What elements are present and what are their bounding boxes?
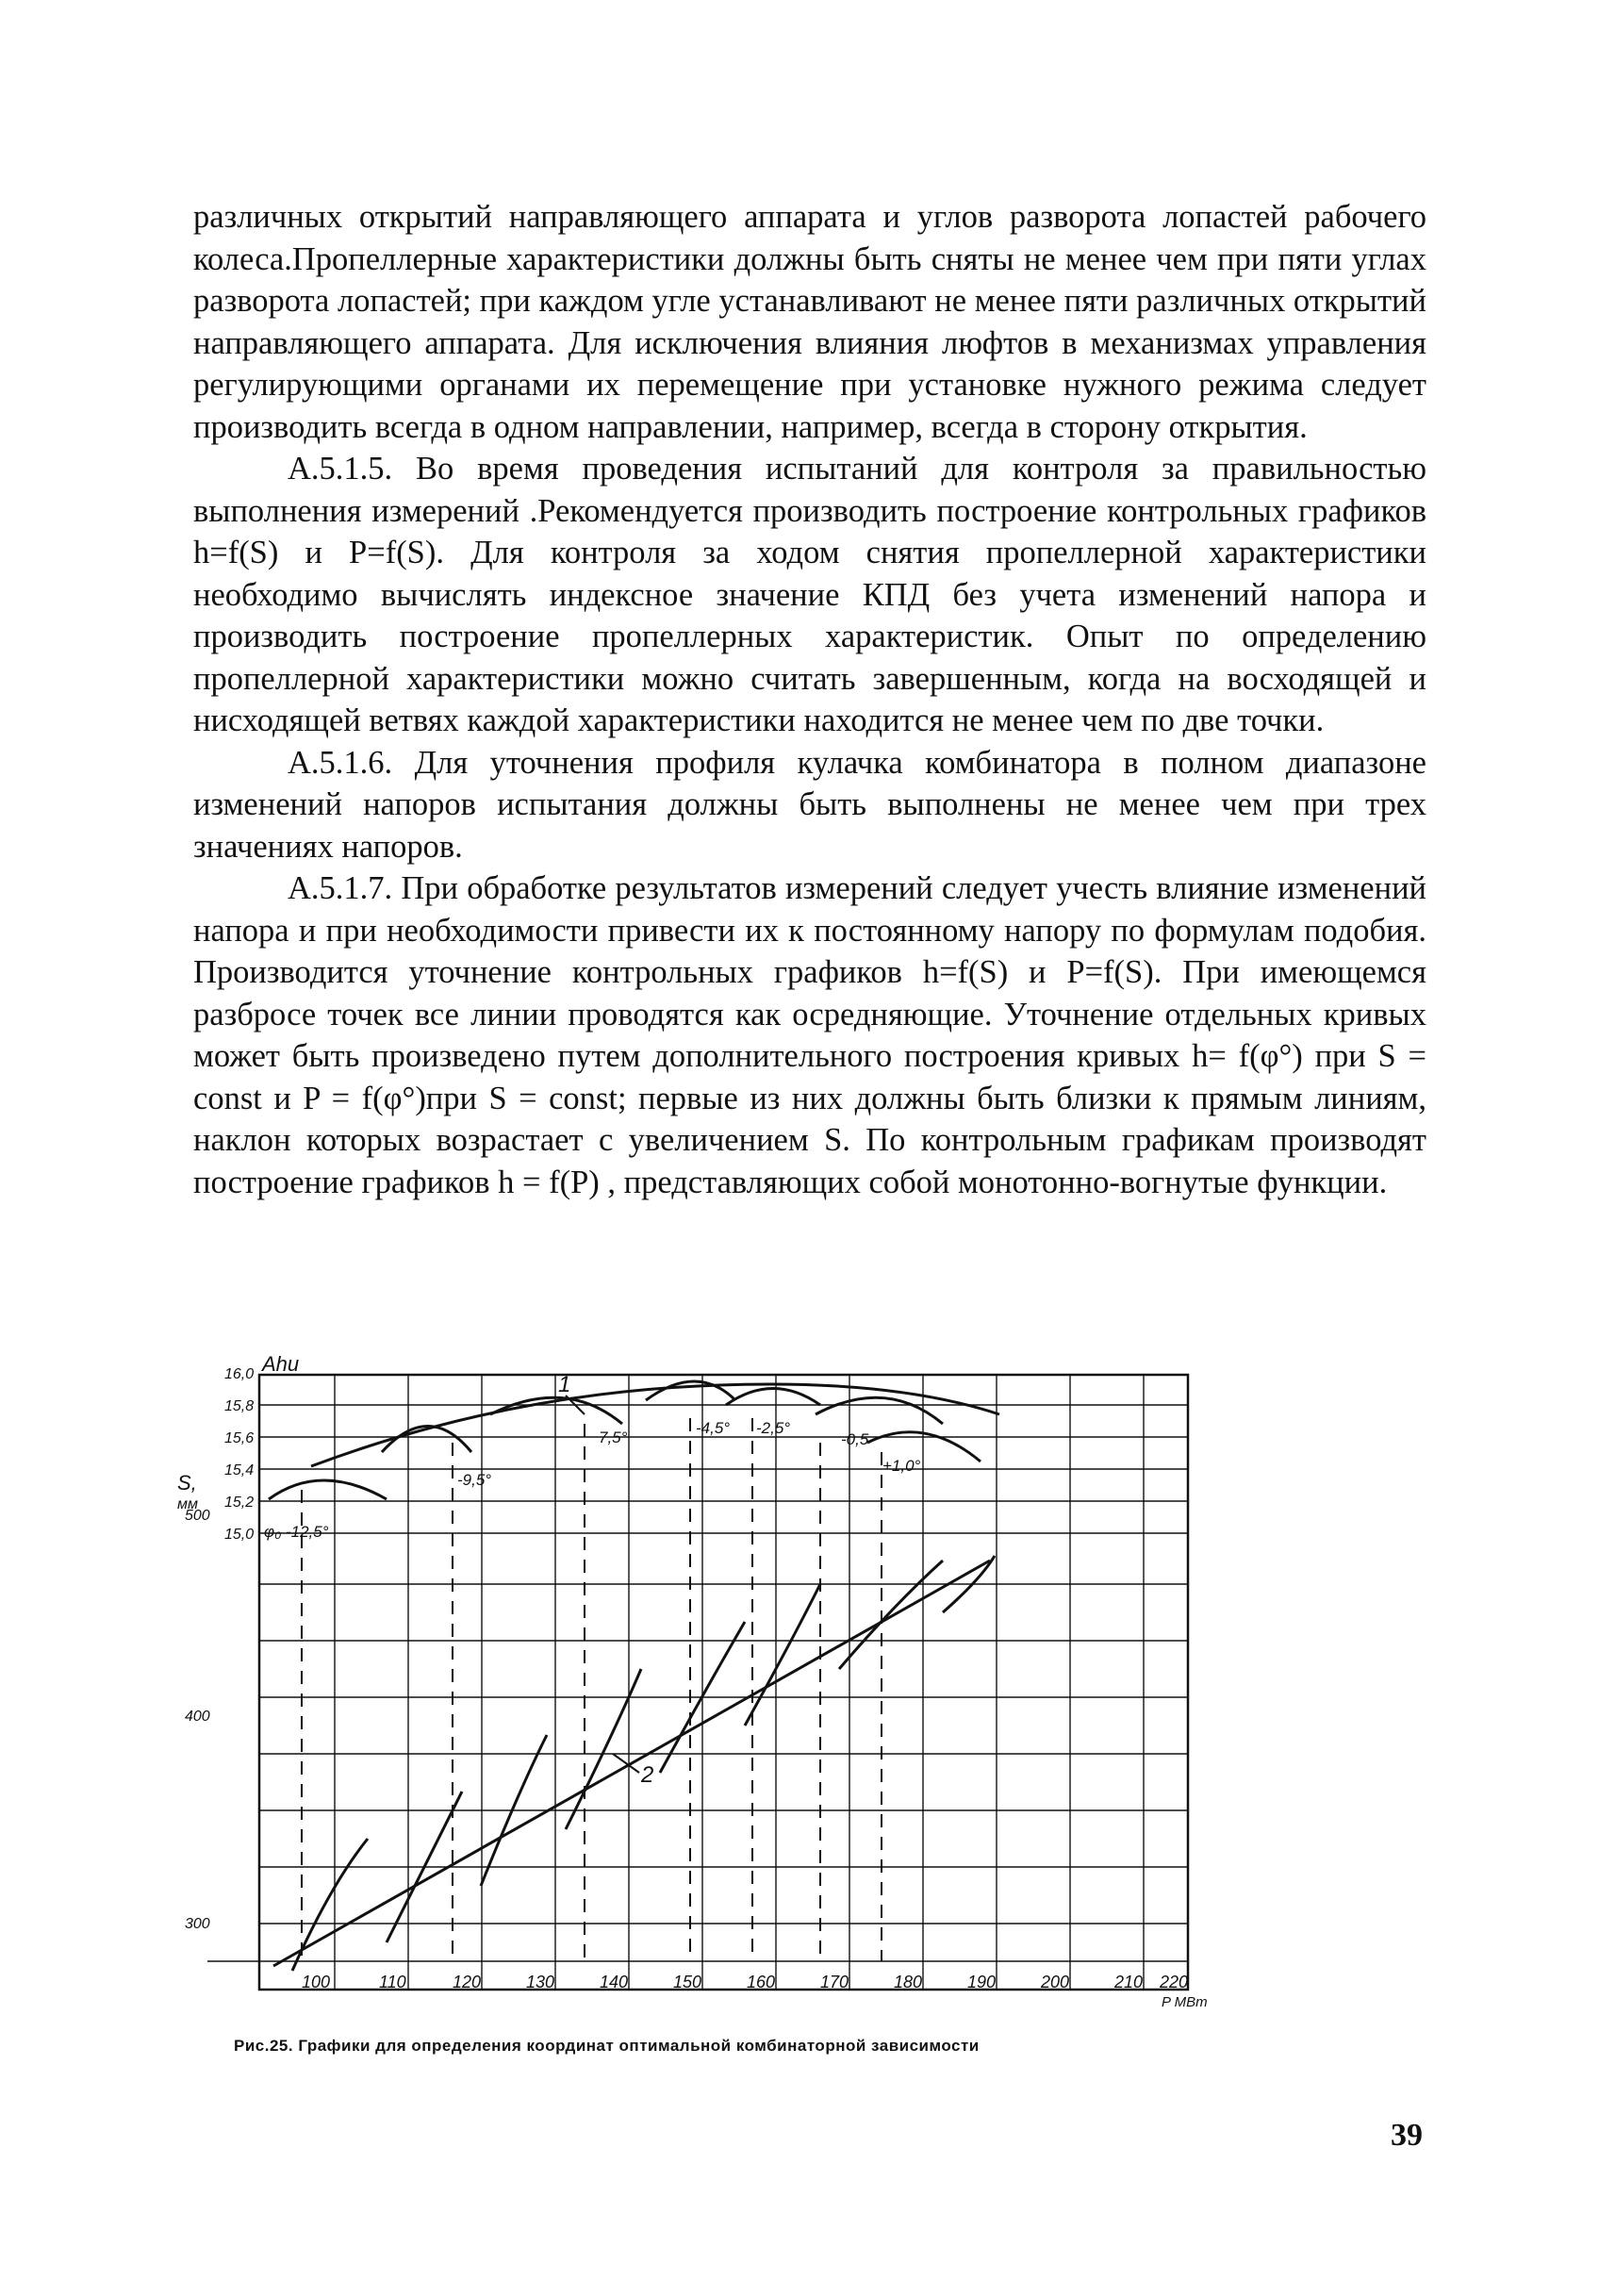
grid <box>207 1375 1188 1990</box>
x-tick: 160 <box>747 1973 776 1991</box>
angle-label: -2,5° <box>756 1419 791 1437</box>
x-tick: 200 <box>1041 1973 1070 1991</box>
s-axis-unit: мм <box>177 1496 198 1512</box>
angle-label: -0,5 <box>841 1430 869 1448</box>
curve-label-2: 2 <box>641 1762 654 1788</box>
propeller-arc <box>745 1584 820 1726</box>
propeller-arc <box>816 1397 943 1424</box>
h-tick: 15,2 <box>224 1495 255 1511</box>
x-tick: 110 <box>379 1973 406 1991</box>
x-axis-unit: P МВт <box>1162 1994 1208 2010</box>
body-text <box>193 196 1426 1203</box>
figure-caption: Рис.25. Графики для определения координат оптимальной комбинаторной зависимости <box>234 2037 980 2055</box>
envelope-curve-1 <box>311 1384 999 1466</box>
curve-label-2-leader <box>613 1754 639 1773</box>
h-tick: 15,4 <box>224 1462 255 1478</box>
plot-frame <box>259 1375 1188 1990</box>
vertical-gridlines <box>335 1375 1144 1990</box>
propeller-arc <box>566 1669 641 1829</box>
x-tick: 150 <box>673 1973 702 1991</box>
x-tick: 140 <box>600 1973 629 1991</box>
curve-2 <box>273 1556 995 1971</box>
figure-25 <box>170 1352 1254 2010</box>
x-tick: 180 <box>894 1973 923 1991</box>
s-tick: 400 <box>185 1709 210 1725</box>
paragraph-a516: А.5.1.6. Для уточнения профиля кулачка комбинатора в полном диапазоне изменений напоров испытания должны быть выполнены не менее чем при трех значениях напоров. <box>193 744 1426 865</box>
propeller-arc <box>839 1561 943 1669</box>
x-tick: 100 <box>302 1973 331 1991</box>
x-tick: 210 <box>1114 1973 1144 1991</box>
angle-label: -9,5° <box>457 1471 492 1489</box>
paragraph-a517: А.5.1.7. При обработке результатов измерений следует учесть влияние изменений напора и при необходимости привести их к постоянному напору по формулам подобия. Производится уточнение контрольных графиков h=f(S) и P=f(S). При имеющемся разбросе точек все линии проводятся как осредняющие. Уточнение отдельных кривых может быть произведено путем дополнительного построения кривых h= f(φ°) при S = const и P = f(φ°)при S = const; первые из них должны быть близки к прямым линиям, наклон которых возрастает с увеличением S. По контрольным графикам производят построение графиков h = f(P) , представляющих собой монотонно-вогнутые функции. <box>193 870 1426 1200</box>
figure-graph <box>170 1352 1254 2010</box>
horizontal-gridlines <box>207 1405 1188 1961</box>
propeller-arc <box>292 1839 368 1971</box>
x-tick: 190 <box>967 1973 997 1991</box>
s-tick: 500 <box>185 1508 210 1524</box>
h-axis-label: Ahu <box>262 1352 300 1376</box>
propeller-arc <box>726 1389 820 1406</box>
h-tick: 16,0 <box>224 1366 255 1382</box>
page-number: 39 <box>1391 2118 1423 2153</box>
angle-label: -4,5° <box>696 1419 731 1437</box>
s-tick: 300 <box>185 1916 210 1932</box>
x-tick: 170 <box>820 1973 849 1991</box>
h-tick: 15,8 <box>224 1398 255 1414</box>
dashed-optimum-lines <box>302 1418 882 1961</box>
x-tick: 120 <box>453 1973 482 1991</box>
angle-label: 7,5° <box>599 1429 628 1446</box>
curve-label-1: 1 <box>558 1372 571 1397</box>
paragraph: различных открытий направляющего аппарата и углов разворота лопастей рабочего колеса.Пропеллерные характеристики должны быть сняты не менее чем при пяти углах разворота лопастей; при каждом угле устанавливают не менее пяти различных открытий направляющего аппарата. Для исключения влияния люфтов в механизмах управления регулирующими органами их перемещение при установке нужного режима следует производить всегда в одном направлении, например, всегда в сторону открытия. <box>193 199 1426 445</box>
x-tick: 130 <box>526 1973 555 1991</box>
propeller-arc <box>269 1480 387 1499</box>
h-tick: 15,0 <box>224 1527 255 1543</box>
h-tick: 15,6 <box>224 1430 255 1446</box>
x-tick: 220 <box>1160 1973 1189 1991</box>
curve-1 <box>269 1381 999 1499</box>
angle-label: +1,0° <box>882 1457 921 1475</box>
s-axis-label: S, <box>177 1471 197 1495</box>
angle-label: φ₀ -12,5° <box>264 1523 329 1541</box>
paragraph-a515: А.5.1.5. Во время проведения испытаний для контроля за правильностью выполнения измерений .Рекомендуется производить построение контрольных графиков h=f(S) и P=f(S). Для контроля за ходом снятия пропеллерной характеристики необходимо вычислять индексное значение КПД без учета изменений напора и производить построение пропеллерных характеристик. Опыт по определению пропеллерной характеристики можно считать завершенным, когда на восходящей и нисходящей ветвях каждой характеристики находится не менее чем по две точки. <box>193 451 1426 738</box>
